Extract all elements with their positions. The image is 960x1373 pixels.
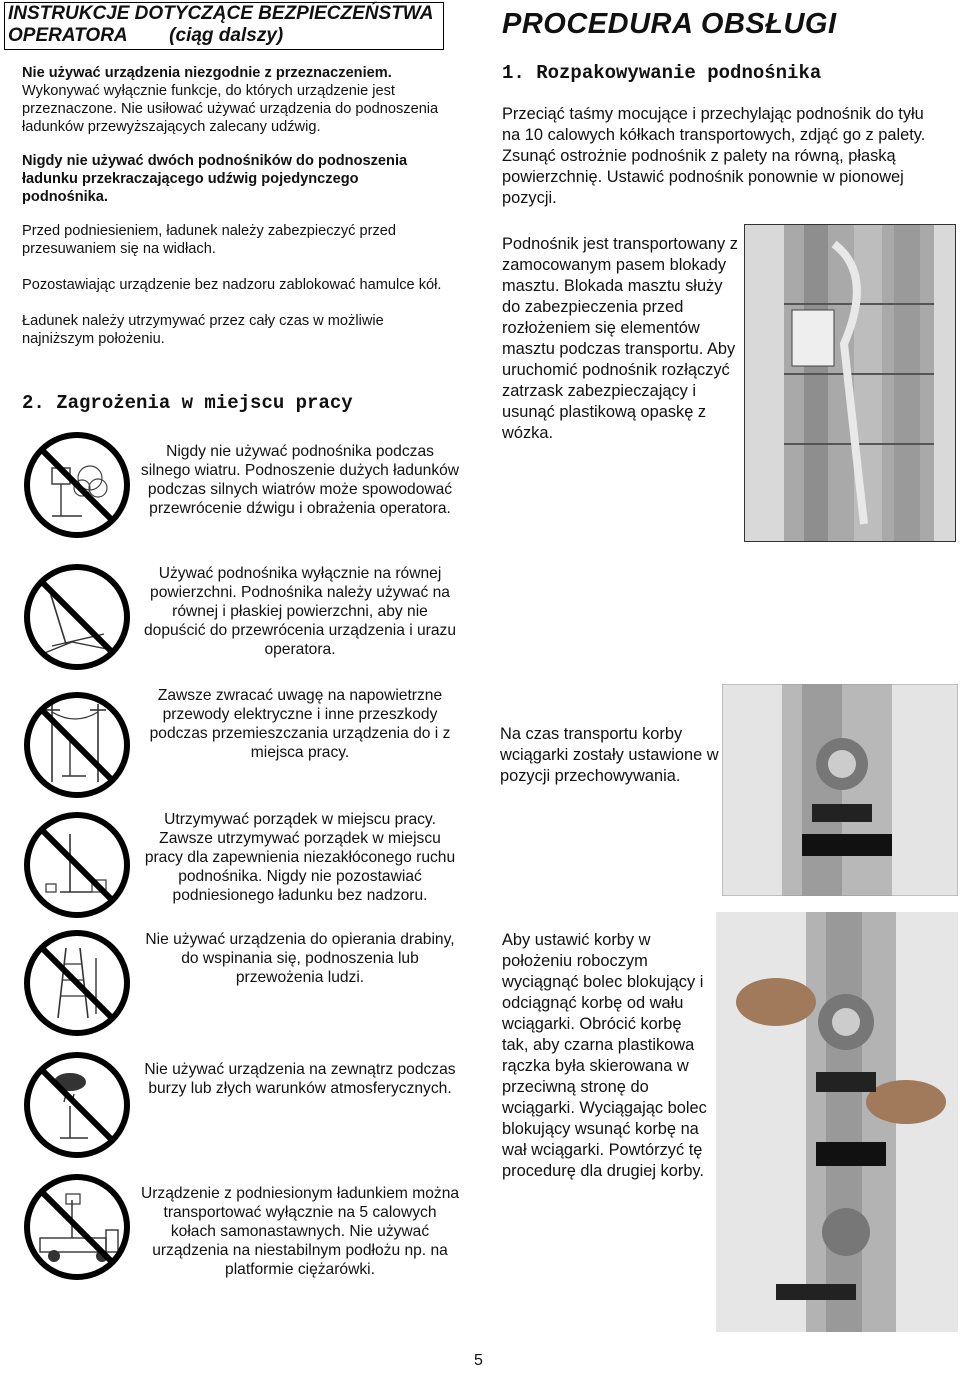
transport-paragraph: Na czas transportu korby wciągarki zostały ustawione w pozycji przechowywania. [500,725,719,785]
hazard-clutter-text: Utrzymywać porządek w miejscu pracy. Zawsze utrzymywać porządek w miejscu pracy dla zapewnienia niezakłóconego ruchu podnośnika. Nigdy nie pozostawiać podniesionego ładunku bez nadzoru. [144,811,456,904]
hazard-storm-text: Nie używać urządzenia na zewnątrz podczas burzy lub złych warunków atmosferycznych. [144,1061,456,1097]
intro-paragraph [22,64,452,136]
warning-two-lifts: Nigdy nie używać dwóch podnośników do podnoszenia ładunku przekraczającego udźwig pojedynczego podnośnika. [22,153,408,205]
header-line2 [8,25,444,47]
paragraph-low-load: Ładunek należy utrzymywać przez cały czas w możliwie najniższym położeniu. [22,313,384,347]
section2-title: 2. Zagrożenia w miejscu pracy [22,392,353,414]
hazard-power-lines-text: Zawsze zwracać uwagę na napowietrzne przewody elektryczne i inne przeszkody podczas przemieszczania urządzenia do i z miejsca pracy. [149,687,451,761]
mast-lock-paragraph: Podnośnik jest transportowany z zamocowanym pasem blokady masztu. Blokada masztu służy do zabezpieczenia przed rozłożeniem się elementów masztu podczas transportu. Aby uruchomić podnośnik rozłączyć zatrzask zabezpieczający i usunąć plastikową opaskę z wózka. [502,235,738,442]
hazard-wind-text: Nigdy nie używać podnośnika podczas silnego wiatru. Podnoszenie dużych ładunków podczas silnych wiatrów może spowodować przewrócenie dźwigu i obrażenia operatora. [140,443,460,517]
no-ladder-icon [22,928,132,1038]
page-number: 5 [474,1352,483,1369]
right-title: PROCEDURA OBSŁUGI [502,8,837,40]
section-header [8,3,444,47]
crank-paragraph: Aby ustawić korby w położeniu roboczym wyciągnąć bolec blokujący i odciągnąć korbę od wału wciągarki. Obrócić korbę tak, aby czarna plastikowa rączka była skierowana w przeciwną stronę do wciągarki. Wyciągając bolec blokujący wsunąć korbę na wał wciągarki. Powtórzyć tę procedurę dla drugiej korby. [502,931,707,1180]
header-line2-a: OPERATORA [8,25,127,46]
paragraph-secure-load: Przed podniesieniem, ładunek należy zabezpieczyć przed przesuwaniem się na widłach. [22,223,396,257]
no-uneven-surface-icon [22,562,132,672]
no-clutter-icon [22,810,132,920]
power-lines-icon [22,690,132,800]
crank-adjust-photo [716,912,958,1332]
mast-lock-photo [744,224,956,542]
hazard-surface-text: Używać podnośnika wyłącznie na równej powierzchni. Podnośnika należy używać na równej i płaskiej powierzchni, aby nie dopuścić do przewrócenia urządzenia i urazu operatora. [143,565,457,658]
intro-bold: Nie używać urządzenia niezgodnie z przeznaczeniem. [22,65,392,81]
section1-title: 1. Rozpakowywanie podnośnika [502,62,822,84]
paragraph-brakes: Pozostawiając urządzenie bez nadzoru zablokować hamulce kół. [22,277,442,293]
winch-storage-photo [722,684,958,896]
header-line1: INSTRUKCJE DOTYCZĄCE BEZPIECZEŃSTWA [8,3,434,24]
no-truck-platform-icon [22,1172,132,1282]
no-storm-icon [22,1050,132,1160]
hazard-ladder-text: Nie używać urządzenia do opierania drabiny, do wspinania się, podnoszenia lub przewożenia ludzi. [145,931,455,986]
header-line2-b: (ciąg dalszy) [169,25,284,46]
no-wind-icon [22,430,132,540]
unpack-paragraph: Przeciąć taśmy mocujące i przechylając podnośnik do tyłu na 10 calowych kółkach transportowych, zdjąć go z palety. Zsunąć ostrożnie podnośnik z palety na równą, płaską powierzchnię. Ustawić podnośnik ponownie w pionowej pozycji. [502,105,926,207]
intro-rest: Wykonywać wyłącznie funkcje, do których urządzenie jest przeznaczone. Nie usiłować używać urządzenia do podnoszenia ładunków przewyższających zalecany udźwig. [22,83,439,135]
hazard-truck-text: Urządzenie z podniesionym ładunkiem można transportować wyłącznie na 5 calowych kołach samonastawnych. Nie używać urządzenia na niestabilnym podłożu np. na platformie ciężarówki. [140,1185,460,1278]
